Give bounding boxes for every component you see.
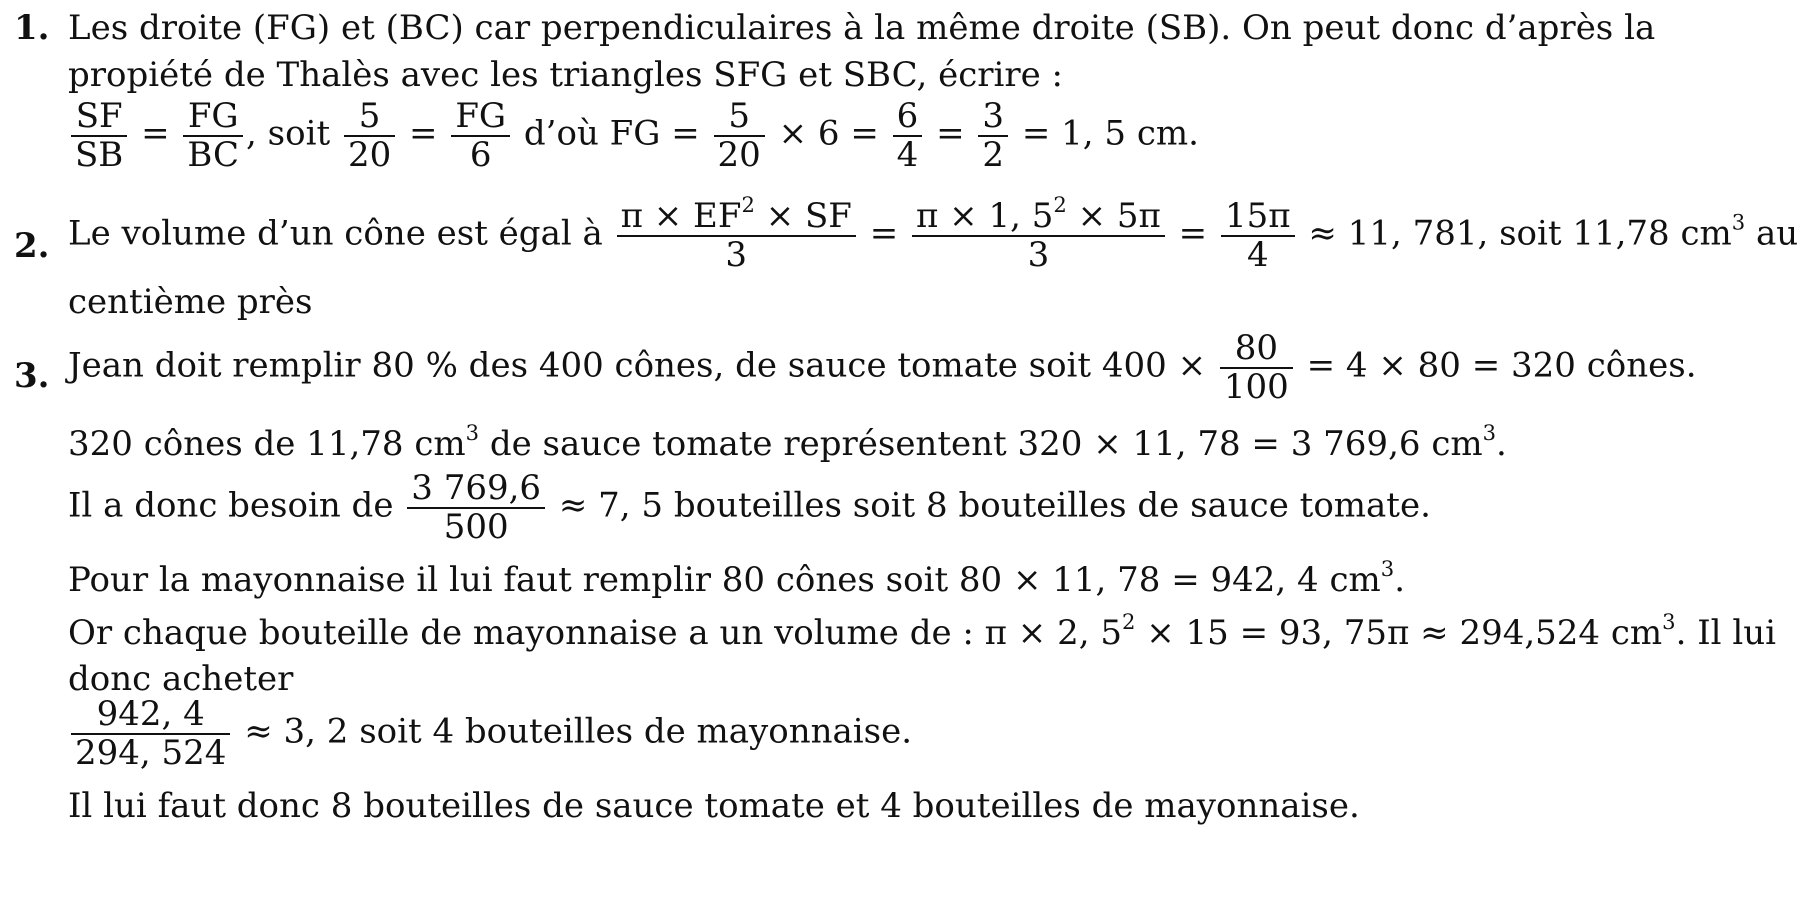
- item-3-line-4: Pour la mayonnaise il lui faut remplir 80 cônes soit 80 × 11, 78 = 942, 4 $cm^3$.: [68, 555, 1406, 600]
- fraction-15pi-4: $\frac{15\pi}{4}$: [1221, 198, 1295, 273]
- item-3-line-8: Il lui faut donc 8 bouteilles de sauce tomate et 4 bouteilles de mayonnaise.: [68, 786, 1360, 826]
- fraction-fg-bc: $\frac{FG}{BC}$: [183, 98, 243, 173]
- item-1-number: 1.: [14, 8, 50, 48]
- item-3-line-2: 320 cônes de 11,78 $cm^3$ de sauce tomate représentent 320 × 11, 78 = 3 769,6 $cm^3$.: [68, 419, 1507, 464]
- item-1-line-2: propiété de Thalès avec les triangles SFG et SBC, écrire :: [68, 55, 1063, 95]
- fraction-5-20-b: $\frac{5}{20}$: [714, 98, 765, 173]
- item-1-line-1: Les droite (FG) et (BC) car perpendiculaires à la même droite (SB). On peut donc d’après la: [68, 8, 1656, 48]
- fraction-80-100: $\frac{80}{100}$: [1220, 330, 1293, 405]
- item-3-number: 3.: [14, 356, 50, 396]
- fraction-6-4: $\frac{6}{4}$: [893, 98, 923, 173]
- fraction-942-294: $\frac{942, 4}{294, 524}$: [71, 696, 230, 771]
- fraction-3-2: $\frac{3}{2}$: [978, 98, 1008, 173]
- item-2-equation: Le volume d’un cône est égal à $\frac{\pi \times EF^2 \times SF}{3}$ = $\frac{\pi \times 1, 5^2 \times 5\pi}{3}$ = $\frac{15\pi}{4}$ ≈ 11, 781, soit 11,78 $cm^3$ au: [68, 191, 1798, 275]
- item-2-line-2: centième près: [68, 282, 313, 322]
- fraction-volume-values: $\frac{\pi \times 1, 5^2 \times 5\pi}{3}$: [912, 198, 1165, 273]
- item-3-line-7: $\frac{942, 4}{294, 524}$ ≈ 3, 2 soit 4 bouteilles de mayonnaise.: [68, 696, 912, 771]
- item-3-line-5: Or chaque bouteille de mayonnaise a un volume de : π × 2, $5^2 \times 15 = 93$, 75π ≈ 294,524 $cm^3$. Il lui: [68, 608, 1776, 653]
- item-3-line-3: Il a donc besoin de $\frac{3 769,6}{500}$ ≈ 7, 5 bouteilles soit 8 bouteilles de sauce tomate.: [68, 468, 1431, 547]
- item-3-line-6: donc acheter: [68, 659, 294, 699]
- fraction-sf-sb: $\frac{SF}{SB}$: [71, 98, 127, 173]
- item-3-line-1: Jean doit remplir 80 % des 400 cônes, de sauce tomate soit 400 × $\frac{80}{100}$ = 4 × 80 = 320 cônes.: [68, 328, 1697, 407]
- fraction-5-20: $\frac{5}{20}$: [344, 98, 395, 173]
- fraction-fg-6: $\frac{FG}{6}$: [451, 98, 510, 173]
- fraction-volume-formula: $\frac{\pi \times EF^2 \times SF}{3}$: [617, 198, 856, 273]
- item-1-equation: $\frac{SF}{SB}$ = $\frac{FG}{BC}$ , soit $\frac{5}{20}$ = $\frac{FG}{6}$ d’où FG = $\frac{5}{20}$ × 6 = $\frac{6}{4}$ = $\frac{3}{2}$ = 1, 5 cm.: [68, 98, 1199, 173]
- item-2-number: 2.: [14, 226, 50, 266]
- fraction-3769-500: $\frac{3 769,6}{500}$: [407, 470, 545, 545]
